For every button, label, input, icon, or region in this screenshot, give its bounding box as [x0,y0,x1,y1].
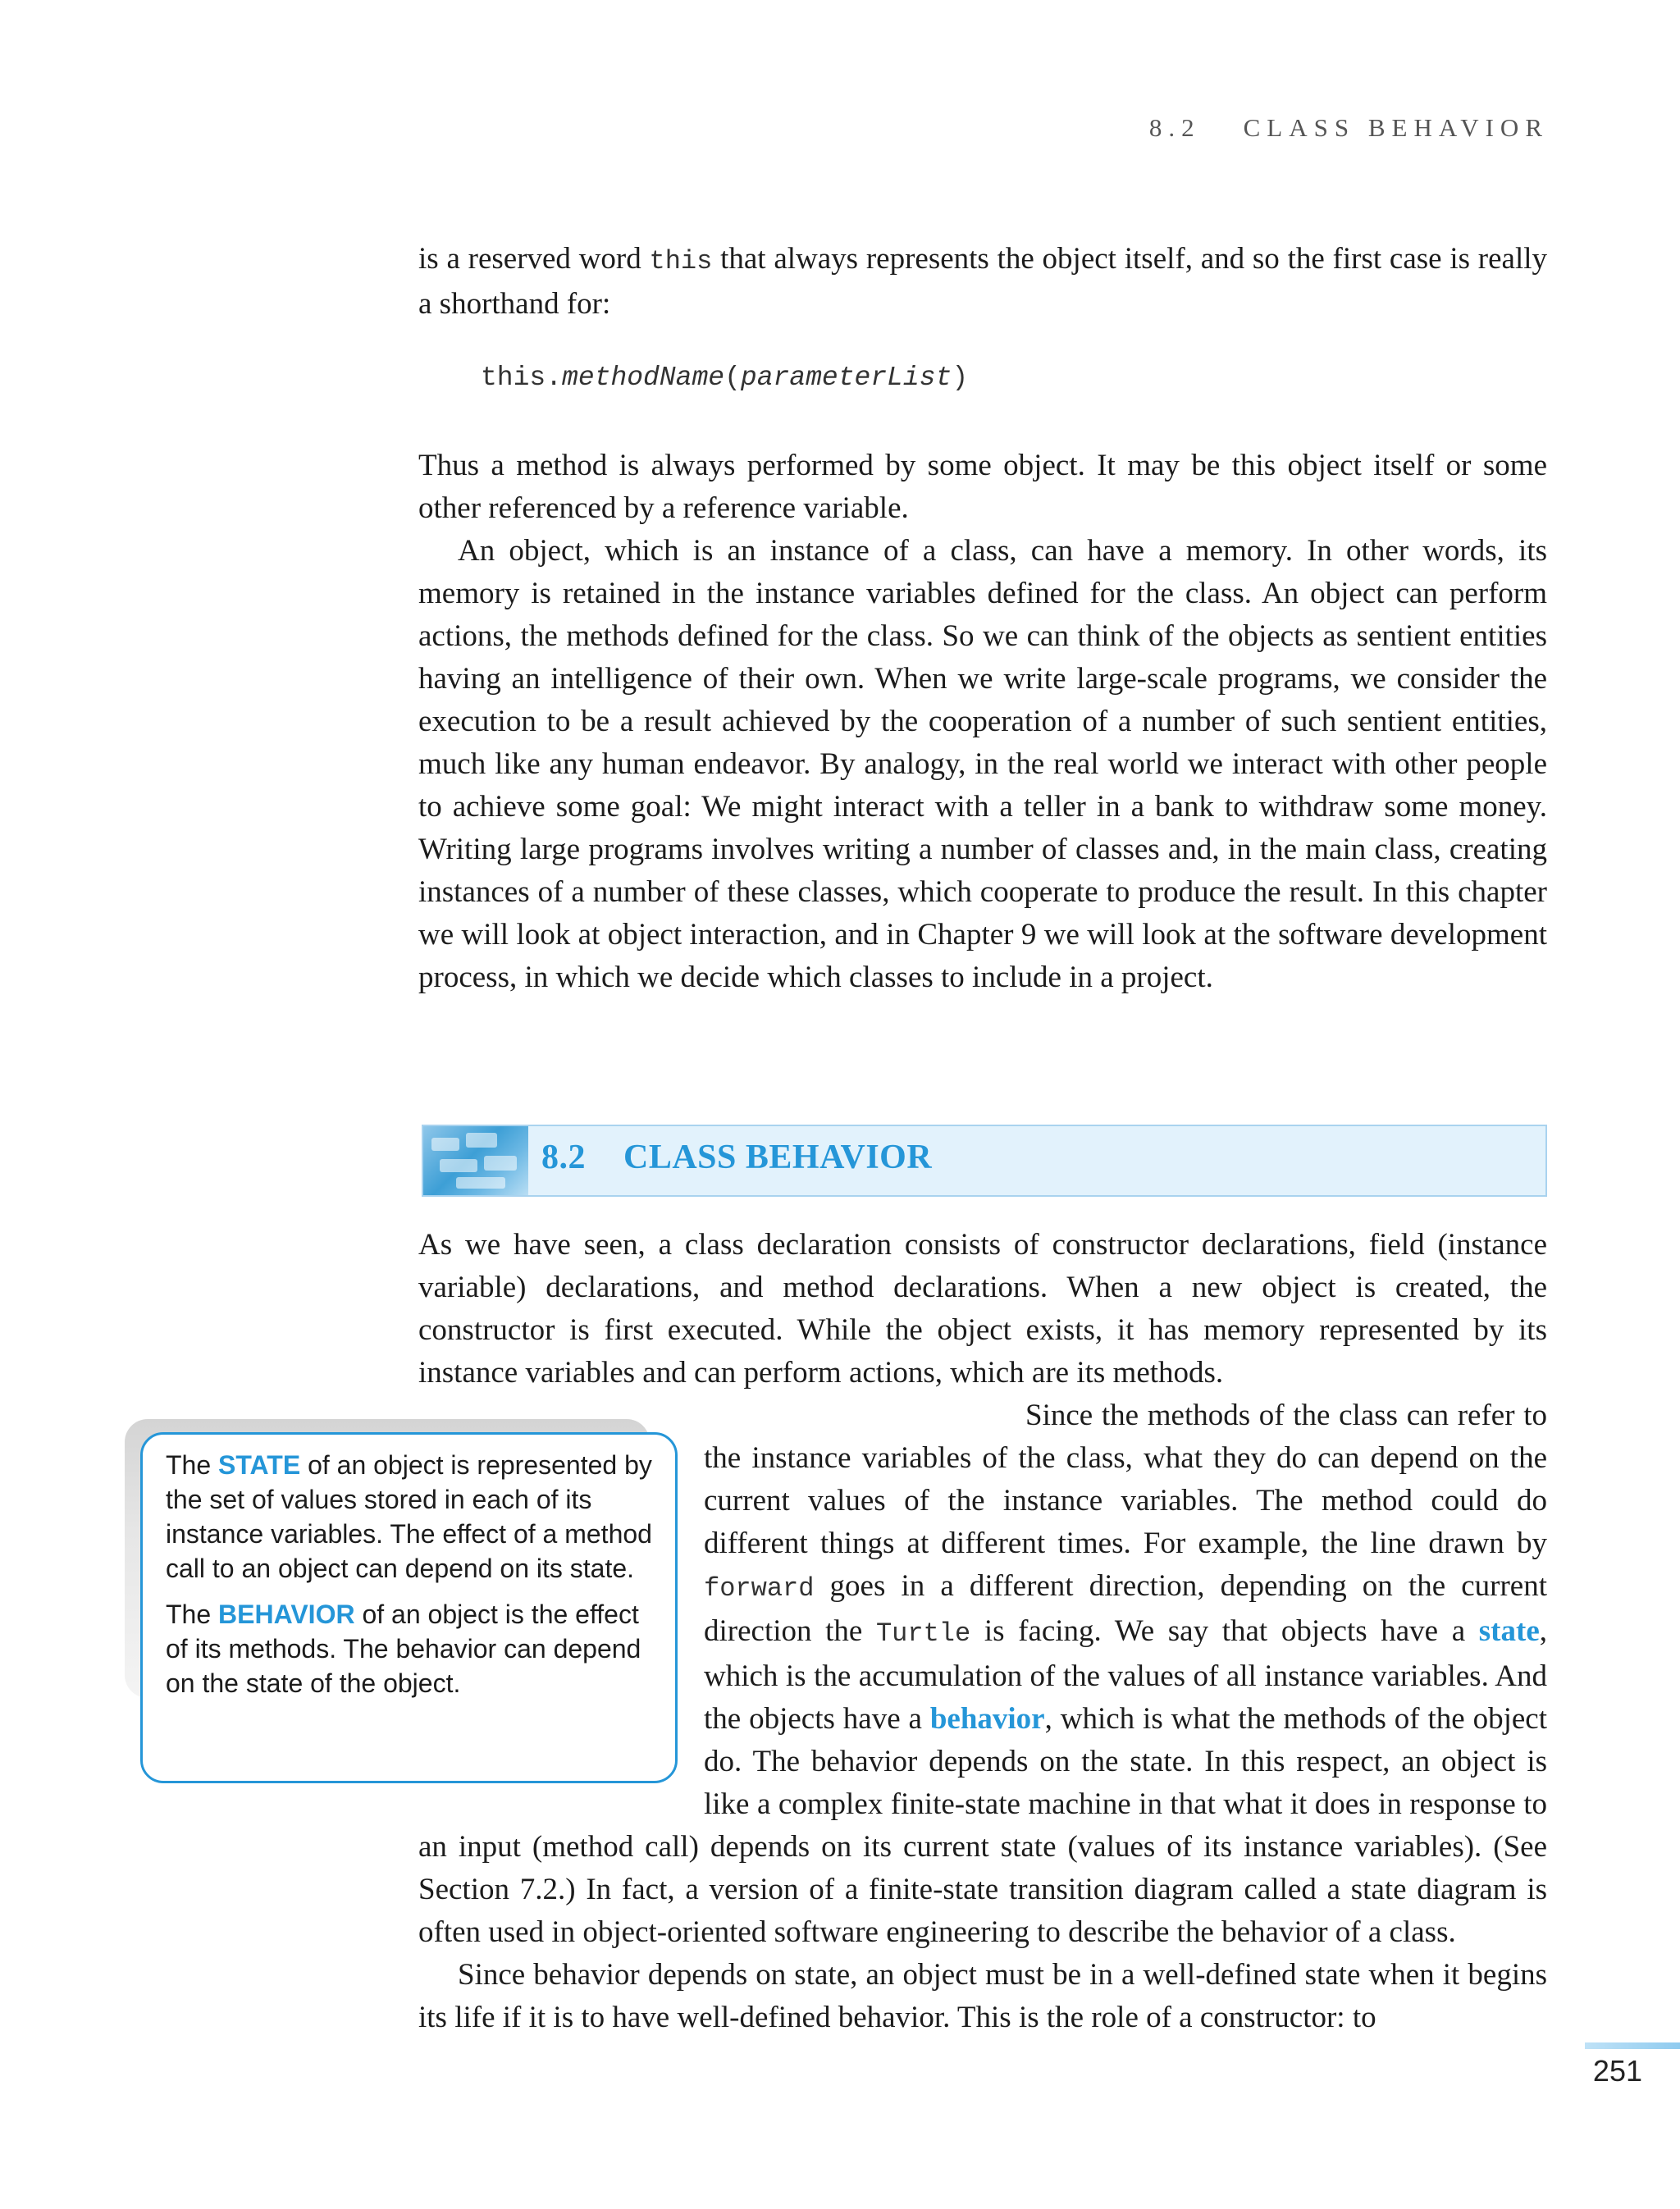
running-head-title: CLASS BEHAVIOR [1243,113,1549,142]
sidebar-behavior-pre: The [166,1600,219,1629]
section-heading-number: 8.2 [541,1139,586,1176]
paragraph-seen-text: As we have seen, a class declaration consists of constructor declarations, field (instance variable) declarations, and method declarations. When a new object is created, the constructor is first executed. While the object exists, it has memory represented by its instance variables and can perform actions, which are its methods. [418,1228,1547,1390]
paragraph-seen [418,1224,1547,1394]
sidebar-state-definition [166,1448,660,1586]
code-close-paren: ) [952,363,969,393]
inline-code-forward: forward [704,1573,815,1604]
intro-text-1: is a reserved word [418,242,650,276]
section-banner [422,1125,1547,1197]
running-head [1149,113,1549,143]
page-tab-marker [1585,2042,1680,2049]
section-heading [541,1138,932,1177]
since-text-4: , which is the accumulation of the values of all instance variables. And the objects have a [704,1614,1547,1736]
section-heading-title: CLASS BEHAVIOR [623,1139,933,1176]
sidebar-behavior-text: of an object is the effect of its methods. The behavior can depend on the state of the object. [166,1600,641,1698]
sidebar-behavior-keyword: BEHAVIOR [218,1600,355,1629]
paragraph-thus: Thus a method is always performed by some object. It may be this object itself or some other referenced by a reference variable. [418,449,1547,525]
since-text-5: , which is what the methods of the object do. The behavior depends on the state. In this respect, an object is like a complex finite-state machine in that what it does in response to an input (method call) depends on its current state (values of its instance variables). (See Section 7.2.) In fact, a version of a finite-state transition diagram called a state diagram is often used in object-oriented software engineering to describe the behavior of a class. [418,1702,1547,1949]
intro-text-2: that always represents the object itself, and so the first case is really a shorthand for: [418,242,1548,321]
paragraph-object: An object, which is an instance of a class, can have a memory. In other words, its memory is retained in the instance variables defined for the class. An object can perform actions, the methods defined for the class. So we can think of the objects as sentient entities having an intelligence of their own. When we write large-scale programs, we consider the execution to be a result achieved by the cooperation of a number of such sentient entities, much like any human endeavor. By analogy, in the real world we interact with other people to achieve some goal: We might interact with a teller in a bank to withdraw some money. Writing large programs involves writing a number of classes and, in the main class, creating instances of a number of these classes, which cooperate to produce the result. In this chapter we will look at object interaction, and in Chapter 9 we will look at the software development process, in which we decide which classes to include in a project. [418,534,1547,994]
keyword-behavior: behavior [929,1702,1045,1736]
intro-paragraph [418,238,1547,326]
sidebar-state-text: of an object is represented by the set of values stored in each of its instance variables. The effect of a method call to an object can depend on its state. [166,1450,652,1583]
since-text-3: is facing. We say that objects have a [970,1614,1479,1648]
code-example [481,363,968,393]
sidebar-behavior-definition [166,1597,660,1700]
code-open-paren: ( [724,363,741,393]
since-text-2: goes in a different direction, depending on the current direction the [704,1569,1547,1648]
sidebar-state-pre: The [166,1450,219,1480]
inline-code-this: this [649,246,713,276]
paragraph-final: Since behavior depends on state, an object must be in a well-defined state when it begins its life if it is to have well-defined behavior. This is the role of a constructor: to [418,1958,1547,2034]
code-prefix: this. [481,363,563,393]
page-number: 251 [1592,2054,1642,2088]
since-text-1: Since the methods of the class can refer to the instance variables of the class, what they do can depend on the current values of the instance variables. The method could do different things at different times. For example, the line drawn by [704,1399,1547,1560]
running-head-number: 8.2 [1148,113,1201,142]
definition-sidebar [140,1432,678,1783]
inline-code-turtle: Turtle [875,1618,971,1649]
code-method-name: methodName [562,363,725,393]
body-block-1 [418,445,1547,999]
keyboard-illustration-icon [423,1126,528,1195]
code-param-list: parameterList [740,363,952,393]
sidebar-state-keyword: STATE [218,1450,301,1480]
keyword-state: state [1478,1614,1540,1648]
